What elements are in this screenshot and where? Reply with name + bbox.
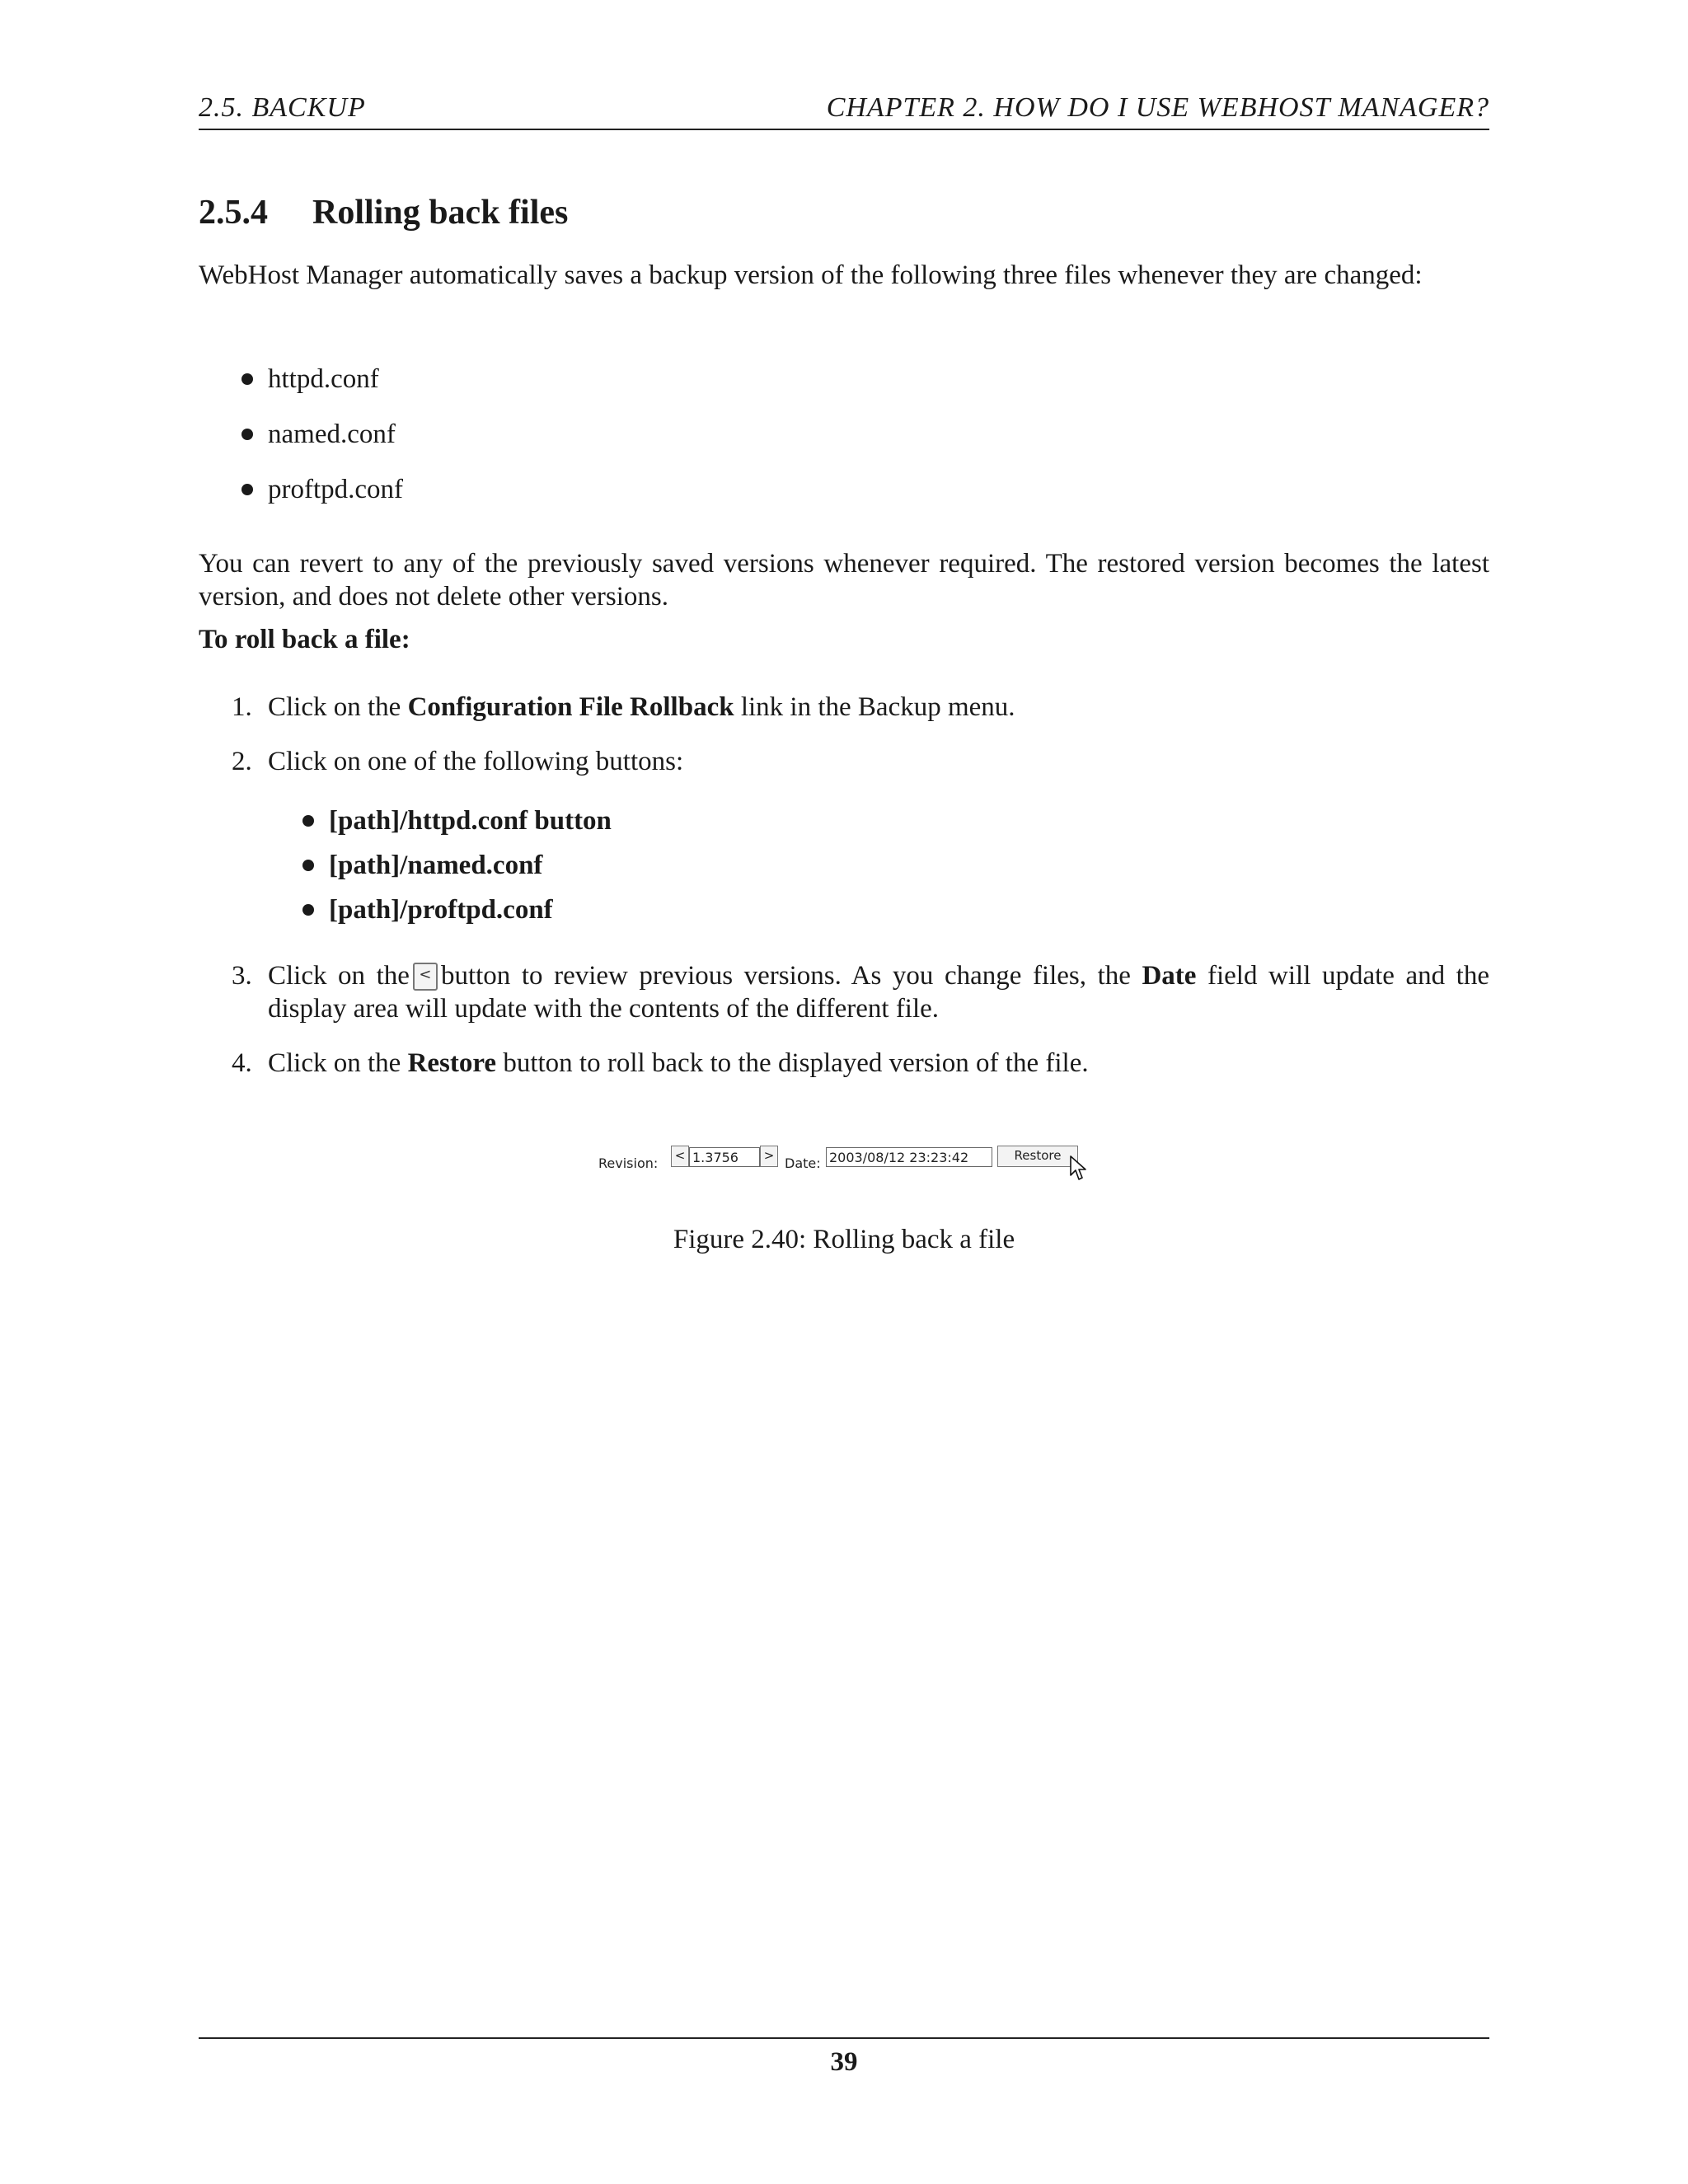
step-number: 4. [232,1048,252,1078]
step-number: 2. [232,747,252,776]
bullet-icon [241,484,253,495]
bullet-icon [241,373,253,385]
date-field[interactable]: 2003/08/12 23:23:42 [826,1147,992,1167]
step-number: 1. [232,692,252,722]
list-item: named.conf [199,418,403,473]
section-title [199,193,568,232]
mouse-pointer-icon [1070,1155,1088,1182]
bullet-icon [241,429,253,440]
button-list [268,804,612,938]
step-number: 3. [232,961,252,991]
figure-caption: Figure 2.40: Rolling back a file [673,1225,1015,1254]
revert-paragraph: You can revert to any of the previously saved versions whenever required. The restored version becomes the latest version, and does not delete other versions. [199,549,1489,612]
date-label: Date: [785,1155,821,1171]
previous-revision-icon: < [413,963,438,991]
section-title-text: Rolling back files [312,194,569,232]
footer-divider [199,2037,1489,2039]
header-chapter: CHAPTER 2. HOW DO I USE WEBHOST MANAGER? [826,92,1489,123]
file-list [199,363,403,528]
running-header [199,89,1489,130]
date-field-name: Date [1142,961,1197,991]
header-section: 2.5. BACKUP [199,92,366,123]
list-item: [path]/httpd.conf button [268,804,612,849]
restore-button-name: Restore [407,1048,497,1078]
list-item: httpd.conf [199,363,403,418]
bullet-icon [302,860,314,871]
next-revision-button[interactable]: > [760,1146,778,1167]
list-item: [path]/named.conf [268,849,612,893]
bullet-icon [302,815,314,827]
revision-label: Revision: [598,1155,659,1171]
page-number: 39 [830,2047,858,2077]
procedure-heading: To roll back a file: [199,625,410,654]
previous-revision-button[interactable]: < [671,1146,689,1167]
list-item: proftpd.conf [199,473,403,528]
menu-link-name: Configuration File Rollback [407,692,734,722]
restore-button[interactable]: Restore [997,1146,1078,1167]
list-item: [path]/proftpd.conf [268,893,612,938]
revision-field[interactable]: 1.3756 [689,1147,760,1167]
rollback-figure [598,1146,1093,1195]
intro-paragraph: WebHost Manager automatically saves a backup version of the following three files whenever they are changed: [199,260,1423,290]
section-number: 2.5.4 [199,194,268,232]
bullet-icon [302,904,314,916]
